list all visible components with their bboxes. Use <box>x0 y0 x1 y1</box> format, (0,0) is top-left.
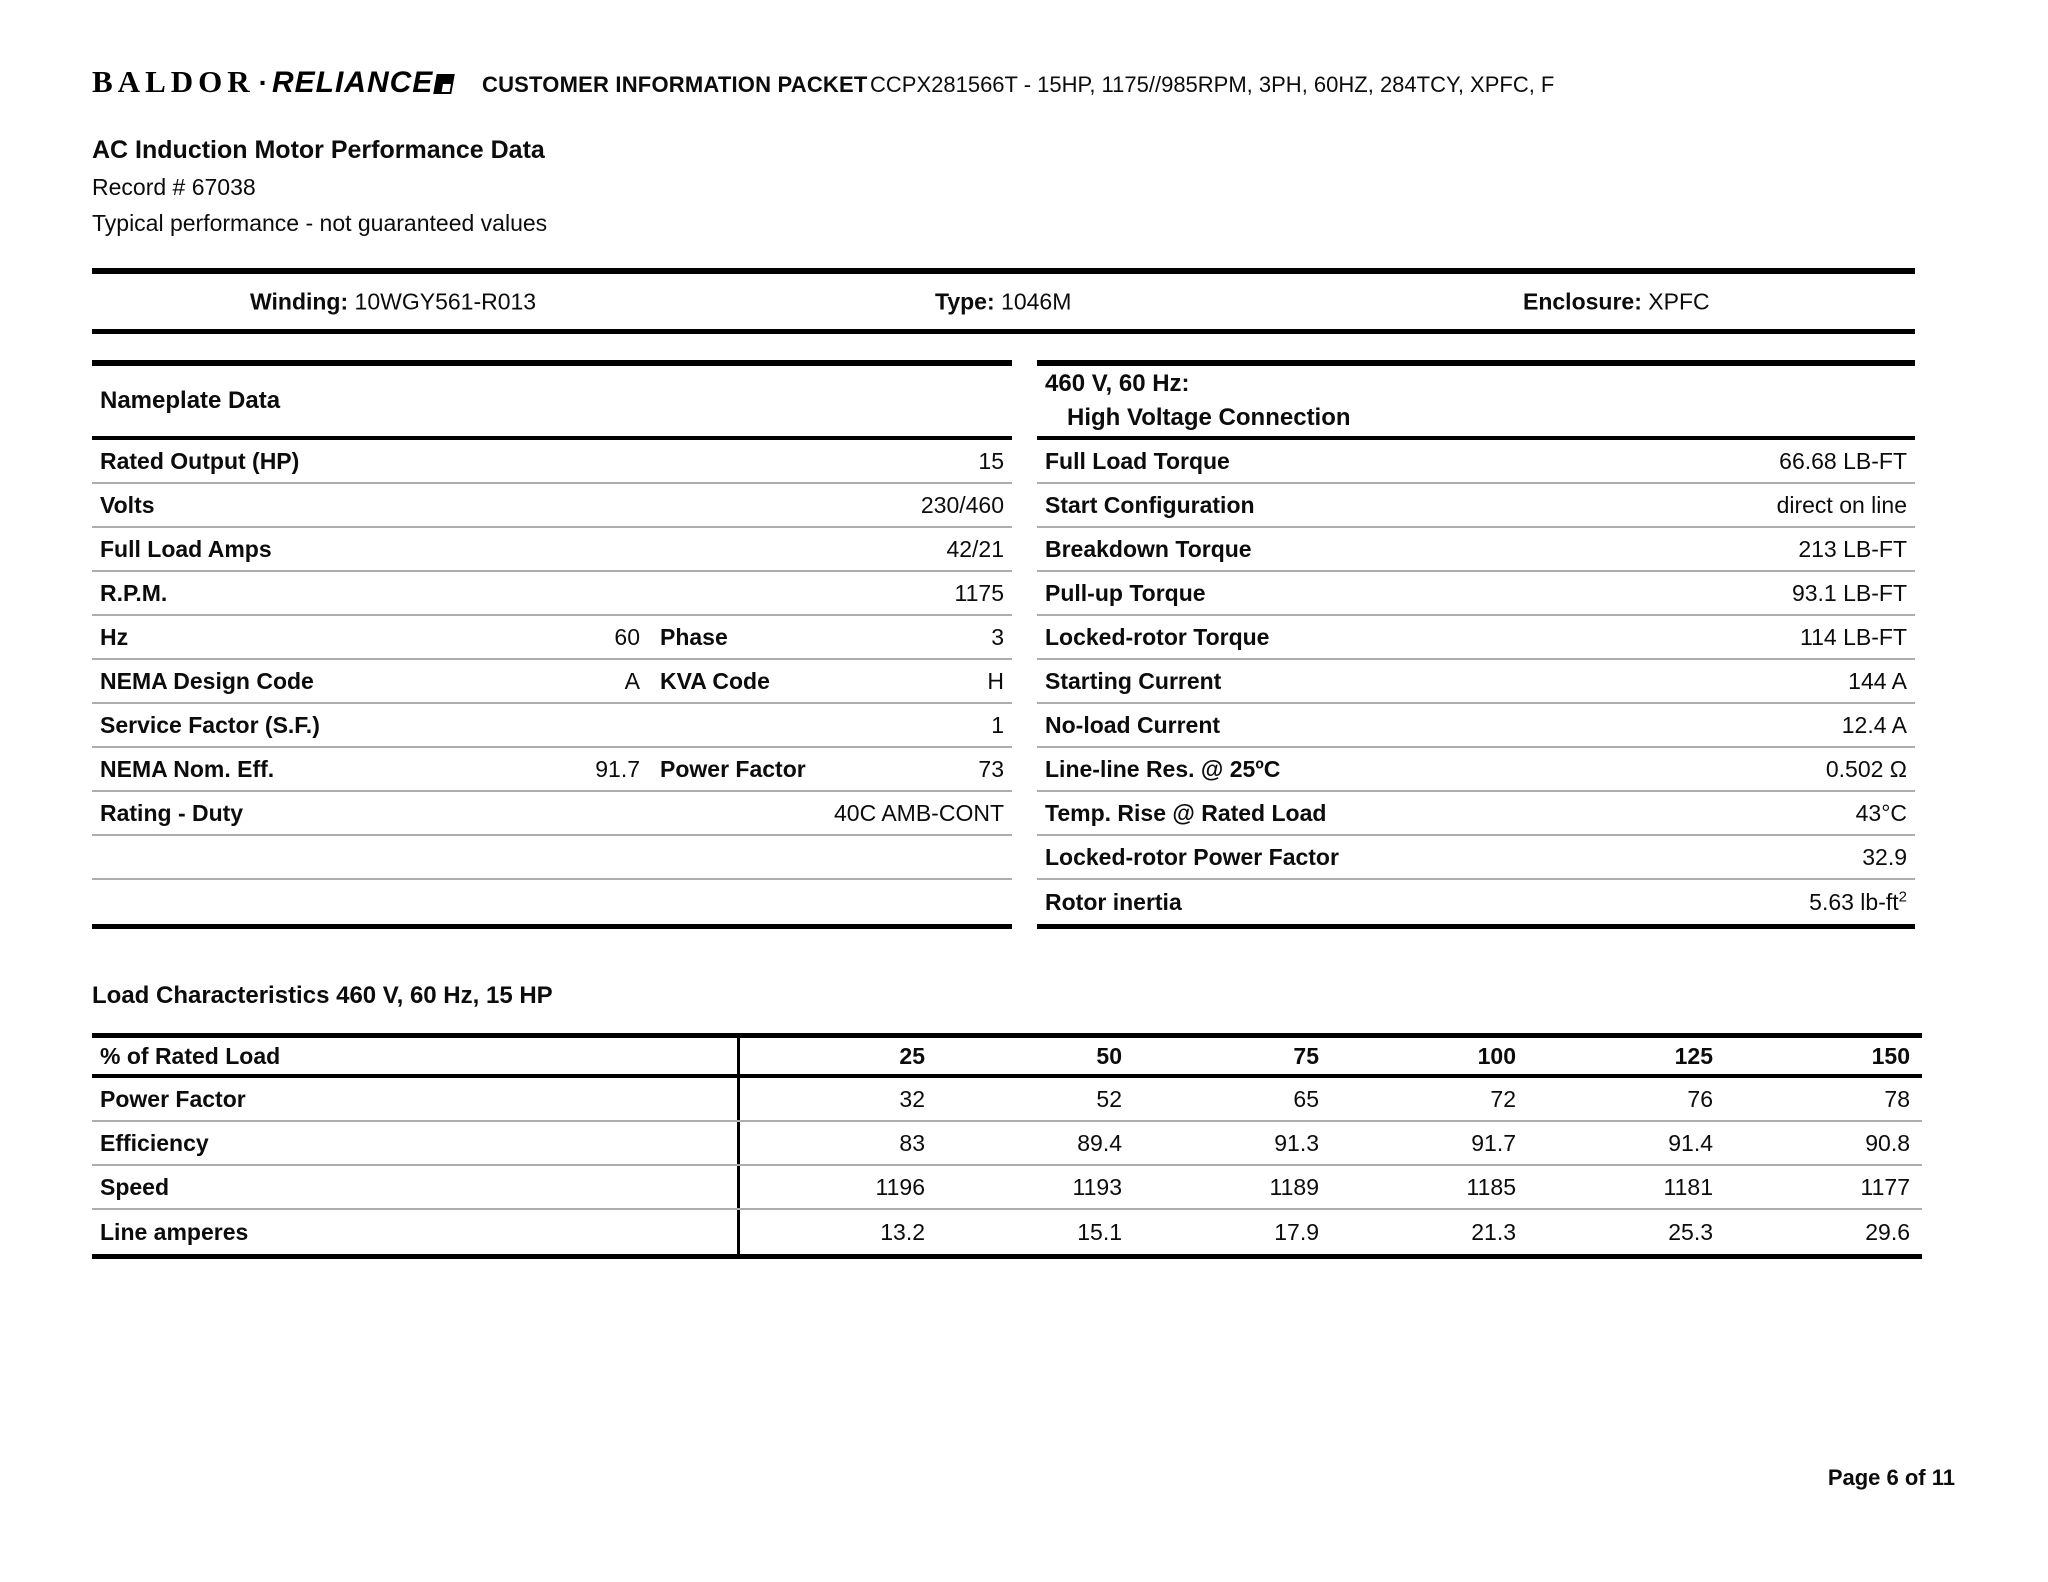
title-block <box>92 136 547 246</box>
table-row <box>1037 836 1915 880</box>
column-header: 100 <box>1477 1042 1516 1069</box>
row-value: 15 <box>978 447 1004 474</box>
table-row <box>1037 880 1915 924</box>
table-row <box>92 792 1012 836</box>
type-cell <box>935 288 1071 315</box>
table-row <box>1037 440 1915 484</box>
row-label: Volts <box>100 491 155 518</box>
load-characteristics-heading: Load Characteristics 460 V, 60 Hz, 15 HP <box>92 982 553 1009</box>
column-header: 75 <box>1293 1042 1319 1069</box>
row-value: 213 LB-FT <box>1798 535 1907 562</box>
row-label: Locked-rotor Power Factor <box>1045 843 1339 870</box>
cell-value: 32 <box>899 1085 925 1112</box>
row-value: 40C AMB-CONT <box>834 799 1004 826</box>
row-mid-value: A <box>624 667 640 694</box>
cell-value: 65 <box>1293 1085 1319 1112</box>
cell-value: 25.3 <box>1668 1218 1713 1245</box>
cell-value: 1196 <box>875 1173 925 1200</box>
row-label: Line-line Res. @ 25ºC <box>1045 755 1281 782</box>
cell-value: 1185 <box>1466 1173 1516 1200</box>
table-row <box>92 1122 1922 1166</box>
row-second-label: KVA Code <box>660 667 770 694</box>
table-row <box>1037 572 1915 616</box>
row-value: 1 <box>991 711 1004 738</box>
row-value: 66.68 LB-FT <box>1779 447 1907 474</box>
cell-value: 52 <box>1096 1085 1122 1112</box>
logo-mark-icon <box>434 74 456 94</box>
row-value: 144 A <box>1848 667 1907 694</box>
row-value: 114 LB-FT <box>1800 623 1907 650</box>
table-row <box>92 1210 1922 1254</box>
row-label: Temp. Rise @ Rated Load <box>1045 799 1327 826</box>
table-row <box>1037 792 1915 836</box>
nameplate-heading <box>92 366 1012 440</box>
row-label: Power Factor <box>92 1078 740 1120</box>
row-label: Breakdown Torque <box>1045 535 1252 562</box>
row-value: 42/21 <box>946 535 1004 562</box>
row-label: Full Load Torque <box>1045 447 1230 474</box>
enclosure-label: Enclosure: <box>1523 288 1642 314</box>
row-label: Rating - Duty <box>100 799 244 826</box>
row-label: Hz <box>100 623 129 650</box>
row-second-label: Power Factor <box>660 755 806 782</box>
table-row <box>1037 528 1915 572</box>
row-value: 5.63 $lb-ft^2$ <box>1809 887 1907 915</box>
nameplate-table <box>92 360 1012 929</box>
cell-value: 29.6 <box>1865 1218 1910 1245</box>
cell-value: 13.2 <box>880 1218 925 1245</box>
table-row <box>92 440 1012 484</box>
cell-value: 1181 <box>1663 1173 1713 1200</box>
row-value: 0.502 Ω <box>1825 755 1907 782</box>
connection-heading <box>1037 366 1915 440</box>
table-row <box>1037 748 1915 792</box>
table-row <box>92 528 1012 572</box>
table-row <box>92 616 1012 660</box>
cell-value: 76 <box>1687 1085 1713 1112</box>
row-value: 3 <box>991 623 1004 650</box>
table-row-empty <box>92 880 1012 924</box>
row-value: 1175 <box>954 579 1004 606</box>
cell-value: 83 <box>899 1129 925 1156</box>
cell-value: 89.4 <box>1077 1129 1122 1156</box>
page-number: Page 6 of 11 <box>1827 1465 1955 1490</box>
row-value: direct on line <box>1776 491 1907 518</box>
table-row <box>1037 704 1915 748</box>
logo-baldor-text: BALDOR <box>92 64 255 99</box>
cell-value: 90.8 <box>1865 1129 1910 1156</box>
table-row <box>92 1166 1922 1210</box>
table-row <box>92 704 1012 748</box>
motor-spec-line: CCPX281566T - 15HP, 1175//985RPM, 3PH, 60HZ, 284TCY, XPFC, F <box>870 72 1555 97</box>
winding-cell <box>250 288 536 315</box>
row-label: NEMA Design Code <box>100 667 314 694</box>
row-value: 230/460 <box>920 491 1004 518</box>
baldor-reliance-logo <box>92 64 453 100</box>
winding-summary-bar <box>92 268 1915 334</box>
row-value: 43°C <box>1855 799 1907 826</box>
connection-heading-line2: High Voltage Connection <box>1067 404 1351 431</box>
column-header: 125 <box>1674 1042 1713 1069</box>
enclosure-value: XPFC <box>1648 288 1710 314</box>
cell-value: 1193 <box>1072 1173 1122 1200</box>
cell-value: 91.3 <box>1274 1129 1319 1156</box>
row-label: Service Factor (S.F.) <box>100 711 320 738</box>
cell-value: 1177 <box>1860 1173 1910 1200</box>
cell-value: 91.7 <box>1471 1129 1516 1156</box>
row-label: NEMA Nom. Eff. <box>100 755 275 782</box>
table-row <box>92 484 1012 528</box>
row-label: Locked-rotor Torque <box>1045 623 1270 650</box>
logo-dot: · <box>258 67 268 98</box>
record-number: Record # 67038 <box>92 174 256 200</box>
type-value: 1046M <box>1001 288 1072 314</box>
row-label: R.P.M. <box>100 579 168 606</box>
row-second-label: Phase <box>660 623 728 650</box>
connection-table <box>1037 360 1915 929</box>
row-label: Start Configuration <box>1045 491 1255 518</box>
type-label: Type: <box>935 288 995 314</box>
row-mid-value: 91.7 <box>595 755 640 782</box>
table-row <box>92 660 1012 704</box>
connection-heading-line1: 460 V, 60 Hz: <box>1045 370 1190 397</box>
row-label: No-load Current <box>1045 711 1221 738</box>
column-header: 150 <box>1871 1042 1910 1069</box>
nameplate-heading-text: Nameplate Data <box>100 387 281 414</box>
load-table-header-row <box>92 1038 1922 1078</box>
row-label: Rotor inertia <box>1045 888 1182 915</box>
table-row <box>1037 484 1915 528</box>
logo-reliance-text: RELIANCE <box>271 66 434 99</box>
data-tables <box>92 360 1915 929</box>
row-label: Efficiency <box>92 1122 740 1164</box>
row-value: 12.4 A <box>1841 711 1907 738</box>
row-label: Starting Current <box>1045 667 1222 694</box>
table-row <box>92 1078 1922 1122</box>
page-header <box>92 62 1962 106</box>
row-value: 93.1 LB-FT <box>1791 579 1907 606</box>
row-value: 32.9 <box>1862 843 1907 870</box>
enclosure-cell <box>1523 288 1710 315</box>
cell-value: 21.3 <box>1471 1218 1516 1245</box>
cell-value: 78 <box>1884 1085 1910 1112</box>
column-header: 25 <box>899 1042 925 1069</box>
cell-value: 91.4 <box>1668 1129 1713 1156</box>
column-header: 50 <box>1096 1042 1122 1069</box>
table-row <box>92 572 1012 616</box>
cell-value: 17.9 <box>1274 1218 1319 1245</box>
cell-value: 72 <box>1490 1085 1516 1112</box>
winding-value: 10WGY561-R013 <box>354 288 537 314</box>
row-label: Full Load Amps <box>100 535 272 562</box>
table-row-empty <box>92 836 1012 880</box>
row-mid-value: 60 <box>614 623 640 650</box>
table-row <box>92 748 1012 792</box>
row-label: Rated Output (HP) <box>100 447 300 474</box>
page-title: AC Induction Motor Performance Data <box>92 136 545 164</box>
table-row <box>1037 616 1915 660</box>
winding-label: Winding: <box>250 288 349 314</box>
performance-note: Typical performance - not guaranteed values <box>92 210 548 236</box>
cell-value: 15.1 <box>1077 1218 1122 1245</box>
load-characteristics-table <box>92 1033 1922 1259</box>
table-row <box>1037 660 1915 704</box>
row-label: Speed <box>92 1166 740 1208</box>
row-value: 73 <box>978 755 1004 782</box>
row-label: Pull-up Torque <box>1045 579 1206 606</box>
packet-title: CUSTOMER INFORMATION PACKET <box>482 72 868 97</box>
cell-value: 1189 <box>1269 1173 1319 1200</box>
row-value: H <box>987 667 1004 694</box>
column-header: % of Rated Load <box>92 1038 740 1074</box>
row-label: Line amperes <box>92 1210 740 1254</box>
